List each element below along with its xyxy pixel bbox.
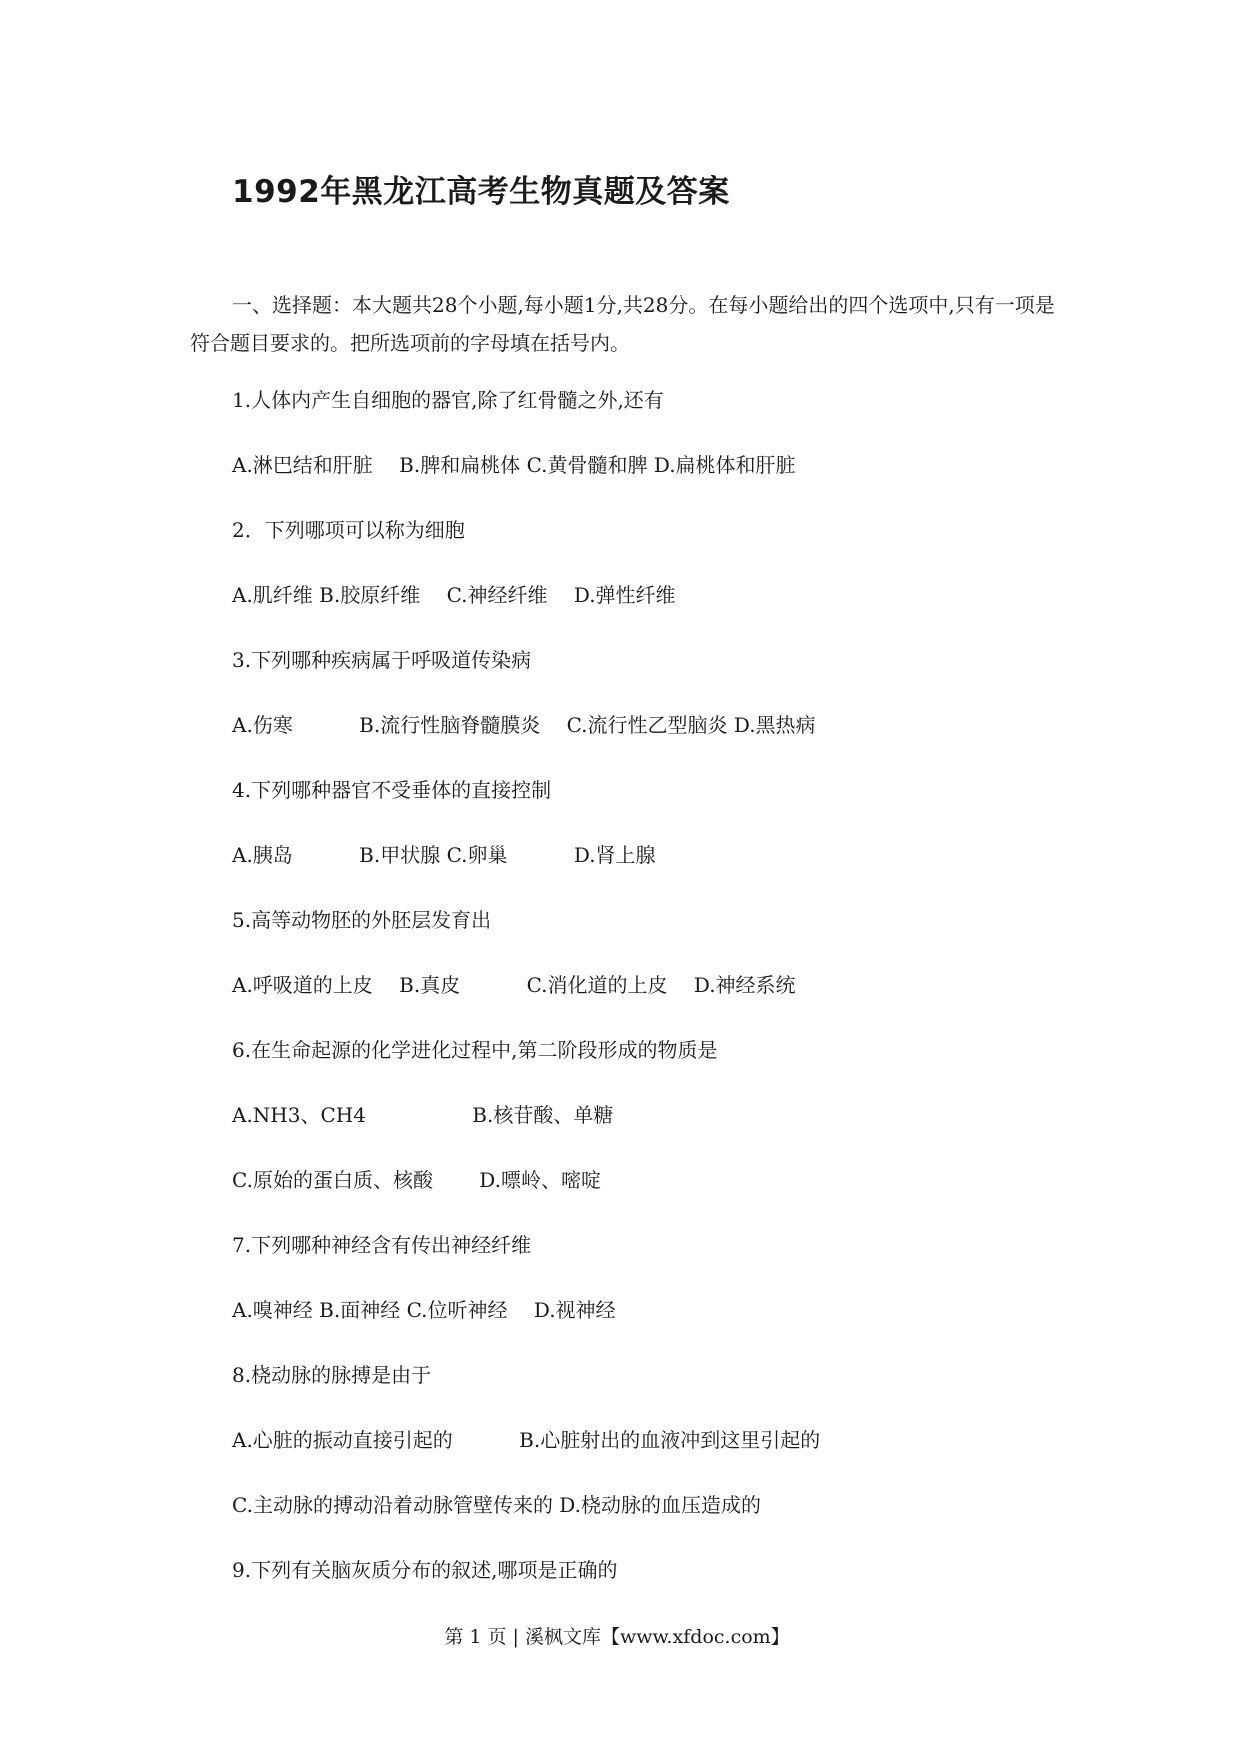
document-title: 1992年黑龙江高考生物真题及答案 xyxy=(232,174,730,210)
question-text: 9.下列有关脑灰质分布的叙述,哪项是正确的 xyxy=(232,1558,618,1582)
question-text: 8.桡动脉的脉搏是由于 xyxy=(232,1363,432,1387)
question-text: 7.下列哪种神经含有传出神经纤维 xyxy=(232,1233,532,1257)
answer-options: A.胰岛 B.甲状腺 C.卵巢 D.肾上腺 xyxy=(232,843,656,867)
answer-options: A.NH3、CH4 B.核苷酸、单糖 xyxy=(232,1103,614,1127)
answer-options: C.主动脉的搏动沿着动脉管壁传来的 D.桡动脉的血压造成的 xyxy=(232,1493,761,1517)
question-text: 6.在生命起源的化学进化过程中,第二阶段形成的物质是 xyxy=(232,1038,718,1062)
answer-options: A.嗅神经 B.面神经 C.位听神经 D.视神经 xyxy=(232,1298,616,1322)
answer-options: A.淋巴结和肝脏 B.脾和扁桃体 C.黄骨髓和脾 D.扁桃体和肝脏 xyxy=(232,453,796,477)
answer-options: A.呼吸道的上皮 B.真皮 C.消化道的上皮 D.神经系统 xyxy=(232,973,796,997)
answer-options: A.心脏的振动直接引起的 B.心脏射出的血液冲到这里引起的 xyxy=(232,1428,821,1452)
question-text: 2．下列哪项可以称为细胞 xyxy=(232,518,465,542)
page-footer: 第 1 页 | 溪枫文库【www.xfdoc.com】 xyxy=(444,1626,790,1648)
section-intro: 一、选择题：本大题共28个小题,每小题1分,共28分。在每小题给出的四个选项中,只有一项是符合题目要求的。把所选项前的字母填在括号内。 xyxy=(190,293,1055,355)
question-text: 3.下列哪种疾病属于呼吸道传染病 xyxy=(232,648,532,672)
answer-options: C.原始的蛋白质、核酸 D.嘌岭、嘧啶 xyxy=(232,1168,601,1192)
answer-options: A.肌纤维 B.胶原纤维 C.神经纤维 D.弹性纤维 xyxy=(232,583,676,607)
question-text: 5.高等动物胚的外胚层发育出 xyxy=(232,908,492,932)
question-text: 4.下列哪种器官不受垂体的直接控制 xyxy=(232,778,552,802)
question-text: 1.人体内产生自细胞的器官,除了红骨髓之外,还有 xyxy=(232,388,664,412)
answer-options: A.伤寒 B.流行性脑脊髓膜炎 C.流行性乙型脑炎 D.黑热病 xyxy=(232,713,816,737)
